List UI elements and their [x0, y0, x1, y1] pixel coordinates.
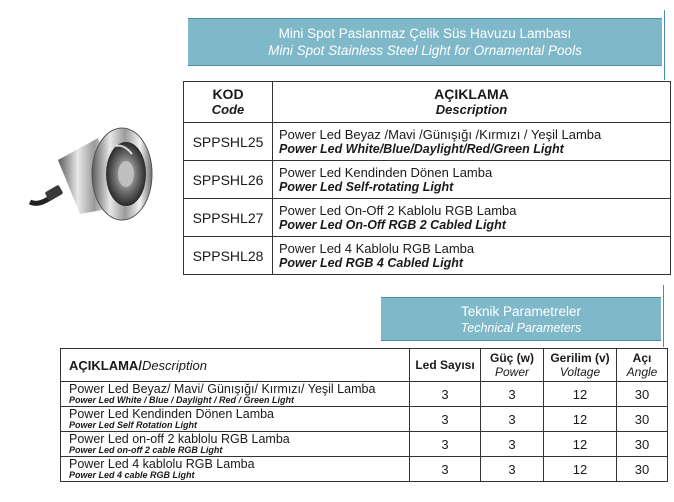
product-description-tr: Power Led On-Off 2 Kablolu RGB Lamba: [279, 202, 517, 218]
power-header-tr: Güç (w): [490, 351, 534, 365]
angle-value: 30: [617, 382, 668, 407]
products-table: [183, 81, 671, 275]
description-header-tr: AÇIKLAMA: [434, 86, 509, 102]
code-column-header: [184, 82, 273, 123]
product-description-en: Power Led On-Off RGB 2 Cabled Light: [279, 217, 506, 232]
description-column-header: [273, 82, 671, 123]
product-code: SPPSHL27: [184, 199, 273, 237]
table-row: [61, 457, 668, 482]
angle-value: 30: [617, 432, 668, 457]
tech-params-title-tr: Teknik Parametreler: [460, 304, 582, 319]
power-value: 3: [481, 432, 544, 457]
led-count-value: 3: [410, 432, 481, 457]
led-count-header-tr: Led Sayısı: [415, 358, 475, 372]
tech-table-header: [61, 349, 668, 382]
tech-description-en: Power Led Self Rotation Light: [69, 420, 197, 430]
tech-description: [61, 407, 410, 432]
product-description: [273, 123, 671, 161]
angle-value: 30: [617, 407, 668, 432]
products-table-header: [184, 82, 671, 123]
tech-description-header-en: Description: [141, 357, 207, 373]
power-value: 3: [481, 382, 544, 407]
tech-description-en: Power Led White / Blue / Daylight / Red / Green Light: [69, 395, 295, 405]
product-description-tr: Power Led 4 Kablolu RGB Lamba: [279, 240, 475, 256]
tech-description-tr: Power Led Kendinden Dönen Lamba: [69, 407, 275, 421]
angle-value: 30: [617, 457, 668, 482]
tech-description: [61, 382, 410, 407]
voltage-value: 12: [544, 407, 617, 432]
product-title-banner: [188, 19, 662, 65]
voltage-value: 12: [544, 382, 617, 407]
banner-top-line: [381, 297, 661, 298]
table-row: [184, 199, 671, 237]
tech-params-banner: [381, 298, 661, 340]
product-description: [273, 161, 671, 199]
led-count-value: 3: [410, 457, 481, 482]
tech-description-en: Power Led 4 cable RGB Light: [69, 470, 195, 480]
angle-header-tr: Açı: [632, 351, 652, 365]
product-description: [273, 199, 671, 237]
tech-description-header-tr: AÇIKLAMA/: [69, 357, 142, 373]
tech-description-tr: Power Led 4 kablolu RGB Lamba: [69, 457, 255, 471]
description-header-en: Description: [435, 102, 508, 117]
code-header-en: Code: [211, 102, 245, 117]
angle-header-en: Angle: [626, 365, 658, 379]
product-description-tr: Power Led Beyaz /Mavi /Günışığı /Kırmızı / Yeşil Lamba: [279, 126, 602, 142]
product-code: SPPSHL26: [184, 161, 273, 199]
product-description-en: Power Led RGB 4 Cabled Light: [279, 255, 464, 270]
product-title-en: Mini Spot Stainless Steel Light for Ornamental Pools: [268, 43, 582, 58]
product-code: SPPSHL25: [184, 123, 273, 161]
product-image: [28, 110, 168, 228]
tech-description: [61, 432, 410, 457]
code-header-tr: KOD: [212, 86, 244, 102]
power-value: 3: [481, 457, 544, 482]
voltage-value: 12: [544, 457, 617, 482]
power-header: [481, 349, 544, 382]
tech-params-title-en: Technical Parameters: [460, 321, 582, 335]
product-description-en: Power Led White/Blue/Daylight/Red/Green Light: [279, 141, 564, 156]
voltage-header-en: Voltage: [559, 365, 601, 379]
led-count-header: [410, 349, 481, 382]
table-row: [61, 407, 668, 432]
banner-top-line: [188, 18, 662, 19]
voltage-value: 12: [544, 432, 617, 457]
banner-side-line: [664, 10, 665, 80]
voltage-header: [544, 349, 617, 382]
banner-bottom-line: [188, 65, 662, 66]
tech-description-tr: Power Led Beyaz/ Mavi/ Günışığı/ Kırmızı/ Yeşil Lamba: [69, 382, 376, 396]
table-row: [61, 382, 668, 407]
table-row: [184, 237, 671, 275]
table-row: [184, 161, 671, 199]
power-value: 3: [481, 407, 544, 432]
led-count-value: 3: [410, 407, 481, 432]
product-description-tr: Power Led Kendinden Dönen Lamba: [279, 164, 493, 180]
tech-description-header: [61, 349, 410, 382]
power-header-en: Power: [494, 365, 529, 379]
banner-side-line: [663, 285, 664, 347]
table-row: [184, 123, 671, 161]
banner-bottom-line: [381, 340, 661, 341]
angle-header: [617, 349, 668, 382]
product-title-tr: Mini Spot Paslanmaz Çelik Süs Havuzu Lambası: [278, 26, 572, 41]
table-row: [61, 432, 668, 457]
tech-description: [61, 457, 410, 482]
tech-description-en: Power Led on-off 2 cable RGB Light: [69, 445, 223, 455]
tech-description-tr: Power Led on-off 2 kablolu RGB Lamba: [69, 432, 290, 446]
led-count-value: 3: [410, 382, 481, 407]
product-code: SPPSHL28: [184, 237, 273, 275]
tech-params-table: [60, 348, 668, 482]
product-description-en: Power Led Self-rotating Light: [279, 179, 454, 194]
product-description: [273, 237, 671, 275]
voltage-header-tr: Gerilim (v): [550, 351, 610, 365]
